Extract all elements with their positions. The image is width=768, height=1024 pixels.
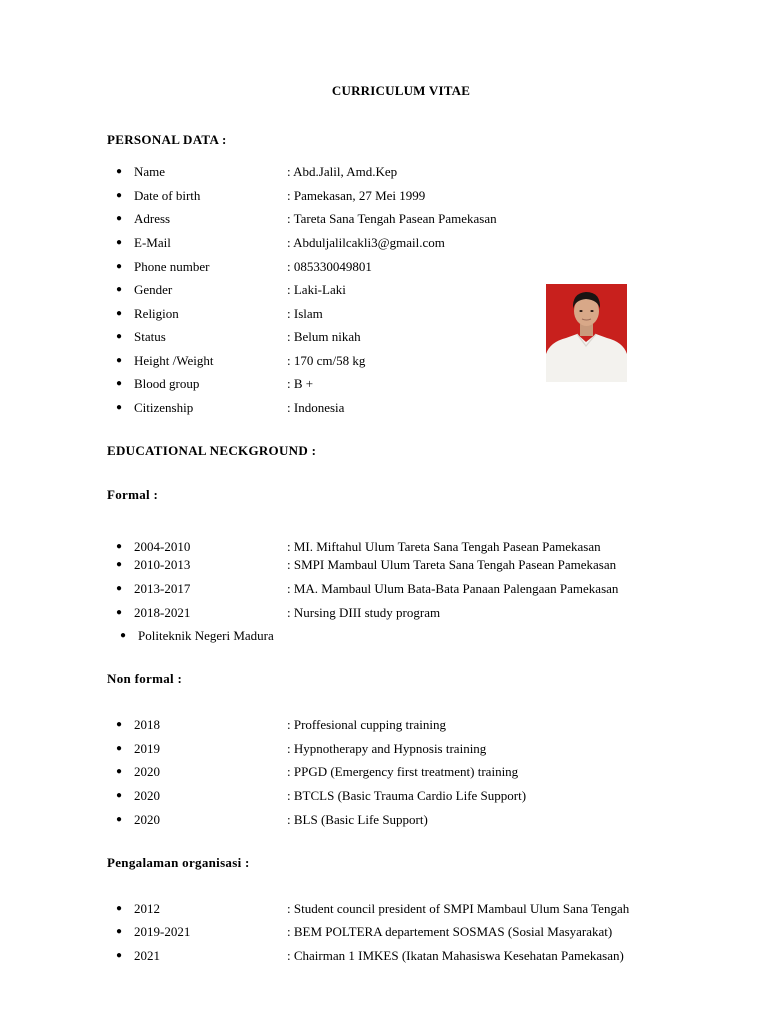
list-item	[0, 899, 768, 919]
list-item	[0, 555, 768, 575]
list-item	[0, 327, 768, 347]
nonformal-heading: Non formal :	[107, 671, 183, 686]
item-label: Politeknik Negeri Madura	[138, 628, 274, 643]
item-label: Height /Weight	[134, 353, 214, 368]
item-value: : MA. Mambaul Ulum Bata-Bata Panaan Palengaan Pamekasan	[287, 581, 619, 596]
item-label: E-Mail	[134, 235, 171, 250]
item-value: : PPGD (Emergency first treatment) training	[287, 764, 519, 779]
item-label: Name	[134, 164, 166, 179]
item-label: Religion	[134, 306, 179, 321]
bullet-icon: ●	[116, 950, 123, 961]
list-item	[0, 810, 768, 830]
item-value: : Nursing DIII study program	[287, 605, 441, 620]
bullet-icon: ●	[116, 166, 123, 177]
item-label: Phone number	[134, 259, 210, 274]
item-label: 2019	[134, 741, 160, 756]
item-label: Status	[134, 329, 166, 344]
bullet-icon: ●	[116, 607, 123, 618]
item-value: : Tareta Sana Tengah Pasean Pamekasan	[287, 211, 497, 226]
item-value: : 085330049801	[287, 259, 372, 274]
item-label: 2010-2013	[134, 557, 191, 572]
bullet-icon: ●	[116, 402, 123, 413]
item-label: 2021	[134, 948, 160, 963]
item-value: : Laki-Laki	[287, 282, 346, 297]
item-value: : Indonesia	[287, 400, 345, 415]
list-item	[0, 257, 768, 277]
list-item	[0, 579, 768, 599]
bullet-icon: ●	[116, 190, 123, 201]
item-value: : Hypnotherapy and Hypnosis training	[287, 741, 487, 756]
list-item	[0, 603, 768, 623]
item-value: : MI. Miftahul Ulum Tareta Sana Tengah Pasean Pamekasan	[287, 539, 601, 554]
list-item	[0, 786, 768, 806]
document-title: CURRICULUM VITAE	[331, 83, 471, 98]
list-item	[0, 946, 768, 966]
list-item	[0, 351, 768, 371]
bullet-icon: ●	[116, 355, 123, 366]
bullet-icon: ●	[116, 719, 123, 730]
bullet-icon: ●	[116, 331, 123, 342]
item-value: : BTCLS (Basic Trauma Cardio Life Support)	[287, 788, 527, 803]
list-item	[0, 209, 768, 229]
item-label: Gender	[134, 282, 173, 297]
item-value: : Belum nikah	[287, 329, 361, 344]
list-item	[0, 186, 768, 206]
bullet-icon: ●	[116, 903, 123, 914]
item-label: Blood group	[134, 376, 200, 391]
item-label: 2020	[134, 764, 160, 779]
item-label: 2020	[134, 788, 160, 803]
bullet-icon: ●	[116, 541, 123, 552]
item-label: 2019-2021	[134, 924, 191, 939]
item-value: : BLS (Basic Life Support)	[287, 812, 428, 827]
item-value: : Islam	[287, 306, 323, 321]
item-label: 2013-2017	[134, 581, 191, 596]
list-item	[0, 537, 768, 557]
item-label: Adress	[134, 211, 171, 226]
item-label: 2020	[134, 812, 160, 827]
item-value: : 170 cm/58 kg	[287, 353, 366, 368]
list-item	[0, 739, 768, 759]
list-item	[0, 626, 768, 646]
list-item	[0, 922, 768, 942]
bullet-icon: ●	[116, 766, 123, 777]
list-item	[0, 280, 768, 300]
profile-photo	[546, 284, 627, 382]
bullet-icon: ●	[116, 237, 123, 248]
item-value: : B +	[287, 376, 314, 391]
bullet-icon: ●	[116, 378, 123, 389]
bullet-icon: ●	[116, 790, 123, 801]
bullet-icon: ●	[116, 814, 123, 825]
item-label: 2018	[134, 717, 160, 732]
item-value: : Pamekasan, 27 Mei 1999	[287, 188, 426, 203]
organization-heading: Pengalaman organisasi :	[107, 855, 250, 870]
item-value: : Proffesional cupping training	[287, 717, 446, 732]
item-value: : Chairman 1 IMKES (Ikatan Mahasiswa Kesehatan Pamekasan)	[287, 948, 624, 963]
list-item	[0, 162, 768, 182]
item-value: : BEM POLTERA departement SOSMAS (Sosial Masyarakat)	[287, 924, 613, 939]
list-item	[0, 374, 768, 394]
item-label: 2004-2010	[134, 539, 191, 554]
item-label: 2018-2021	[134, 605, 191, 620]
item-label: Date of birth	[134, 188, 201, 203]
item-label: 2012	[134, 901, 160, 916]
list-item	[0, 398, 768, 418]
personal-data-heading: PERSONAL DATA :	[107, 132, 227, 147]
item-value: : Abduljalilcakli3@gmail.com	[287, 235, 445, 250]
list-item	[0, 715, 768, 735]
bullet-icon: ●	[116, 261, 123, 272]
list-item	[0, 233, 768, 253]
item-label: Citizenship	[134, 400, 194, 415]
list-item	[0, 304, 768, 324]
item-value: : SMPI Mambaul Ulum Tareta Sana Tengah Pasean Pamekasan	[287, 557, 617, 572]
bullet-icon: ●	[120, 630, 127, 641]
bullet-icon: ●	[116, 213, 123, 224]
bullet-icon: ●	[116, 559, 123, 570]
bullet-icon: ●	[116, 583, 123, 594]
bullet-icon: ●	[116, 926, 123, 937]
bullet-icon: ●	[116, 308, 123, 319]
list-item	[0, 762, 768, 782]
education-heading: EDUCATIONAL NECKGROUND :	[107, 443, 317, 458]
item-value: : Abd.Jalil, Amd.Kep	[287, 164, 398, 179]
bullet-icon: ●	[116, 743, 123, 754]
formal-heading: Formal :	[107, 487, 159, 502]
item-value: : Student council president of SMPI Mambaul Ulum Sana Tengah	[287, 901, 630, 916]
bullet-icon: ●	[116, 284, 123, 295]
